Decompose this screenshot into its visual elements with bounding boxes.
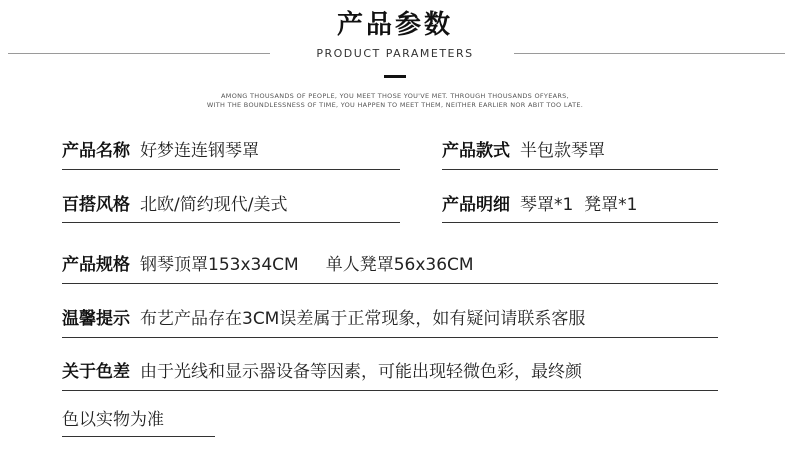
param-color-label: 关于色差: [62, 362, 130, 382]
title-rule-right: [514, 53, 785, 54]
param-tip: [62, 308, 585, 330]
param-detail-underline: [442, 222, 718, 223]
param-name-value: 好梦连连钢琴罩: [140, 141, 259, 161]
param-spec-value: 钢琴顶罩153x34CM 单人凳罩56x36CM: [140, 255, 474, 275]
param-style-underline: [442, 169, 718, 170]
param-spec-label: 产品规格: [62, 255, 130, 275]
param-detail: [442, 194, 637, 216]
param-detail-label: 产品明细: [442, 195, 510, 215]
title-dash: [384, 75, 406, 78]
param-style-value: 半包款琴罩: [520, 141, 605, 161]
param-name: [62, 140, 259, 162]
param-color-continuation: 色以实物为准: [62, 410, 164, 430]
param-color-value: 由于光线和显示器设备等因素，可能出现轻微色彩，最终颜: [140, 362, 582, 382]
param-name-label: 产品名称: [62, 141, 130, 161]
param-style-label: 产品款式: [442, 141, 510, 161]
param-match-underline: [62, 222, 400, 223]
param-tip-label: 温馨提示: [62, 309, 130, 329]
param-name-underline: [62, 169, 400, 170]
param-tip-value: 布艺产品存在3CM误差属于正常现象，如有疑问请联系客服: [140, 309, 586, 329]
param-detail-value: 琴罩*1 凳罩*1: [520, 195, 638, 215]
param-match-value: 北欧/简约现代/美式: [140, 195, 288, 215]
param-spec: [62, 254, 474, 276]
param-style: [442, 140, 605, 162]
param-match-label: 百搭风格: [62, 195, 130, 215]
page-title: 产品参数: [336, 10, 453, 40]
param-color-underline: [62, 390, 718, 391]
motto-line-2: WITH THE BOUNDLESSNESS OF TIME, YOU HAPPEN TO MEET THEM, NEITHER EARLIER NOR ABIT TOO LATE.: [206, 101, 584, 109]
motto-line-1: AMONG THOUSANDS OF PEOPLE, YOU MEET THOSE YOU'VE MET. THROUGH THOUSANDS OFYEARS,: [221, 92, 569, 100]
param-tip-underline: [62, 337, 718, 338]
param-color-continuation-underline: [62, 436, 215, 437]
param-match: [62, 194, 287, 216]
param-color: [62, 361, 582, 383]
param-spec-underline: [62, 283, 718, 284]
page-subtitle: PRODUCT PARAMETERS: [316, 47, 474, 60]
